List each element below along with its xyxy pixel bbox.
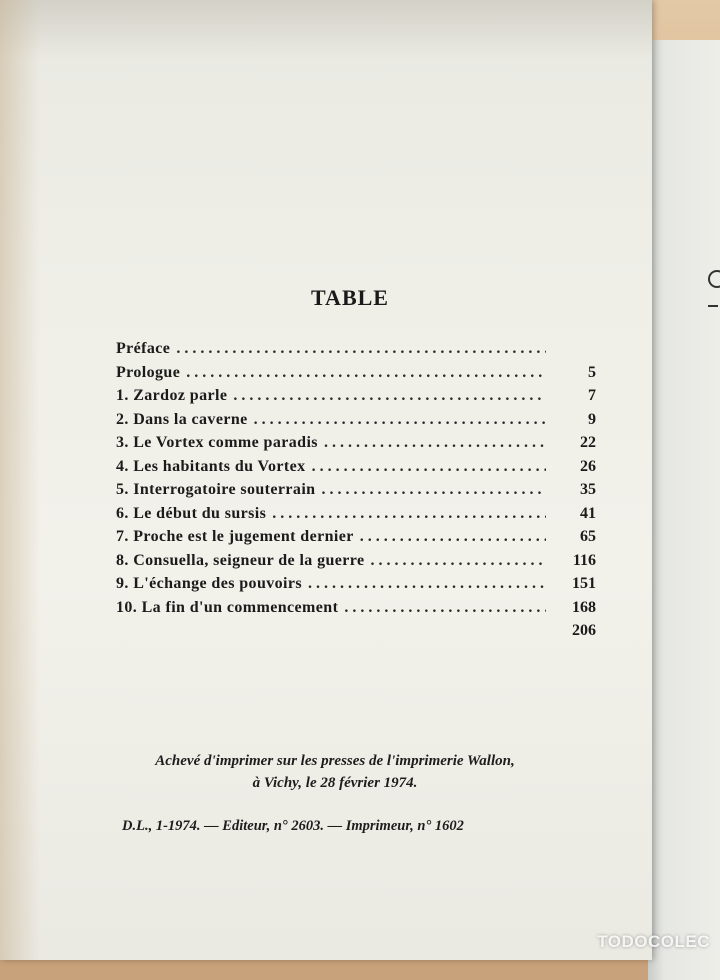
toc-leader-dots — [324, 434, 546, 452]
toc-entry — [116, 528, 596, 552]
toc-entry-page: 7 — [588, 387, 596, 404]
toc-entry-page: 65 — [580, 528, 596, 545]
toc-entry — [116, 458, 596, 482]
colophon-printer-line: Achevé d'imprimer sur les presses de l'imprimerie Wallon, — [155, 753, 515, 769]
toc-entry-page: 116 — [572, 551, 596, 569]
toc-entry — [116, 622, 596, 646]
toc-leader-dots — [254, 411, 546, 429]
toc-entry — [116, 434, 596, 458]
toc-entry-page: 22 — [580, 434, 596, 451]
toc-entry-label: 8. Consuella, seigneur de la guerre — [116, 551, 365, 569]
toc-leader-dots — [321, 481, 546, 499]
facing-page-glyph — [708, 270, 720, 288]
toc-entry-label: 9. L'échange des pouvoirs — [116, 575, 303, 592]
toc-entry — [116, 364, 596, 388]
toc-leader-dots — [308, 575, 546, 593]
toc-entry-page: 26 — [580, 457, 596, 475]
toc-entry-label: Prologue — [116, 363, 181, 381]
toc-entry — [116, 552, 596, 576]
toc-entry-label: 4. Les habitants du Vortex — [116, 457, 306, 475]
colophon-date-line: à Vichy, le 28 février 1974. — [252, 775, 418, 791]
toc-leader-dots — [360, 528, 546, 546]
toc-leader-dots — [233, 387, 546, 405]
toc-entry-page: 206 — [572, 622, 596, 639]
toc-entry-label: 7. Proche est le jugement dernier — [116, 528, 354, 545]
toc-leader-dots — [344, 599, 546, 617]
toc-leader-dots — [176, 340, 546, 358]
legal-deposit-line: D.L., 1-1974. — Editeur, n° 2603. — Imprimeur, n° 1602 — [122, 818, 464, 834]
toc-entry — [116, 387, 596, 411]
toc-entry-label: 5. Interrogatoire souterrain — [116, 481, 316, 498]
toc-entry-label: 1. Zardoz parle — [116, 387, 228, 404]
toc-entry — [116, 481, 596, 505]
toc-entry-page: 168 — [572, 598, 596, 616]
toc-entry-label: 3. Le Vortex comme paradis — [116, 434, 318, 451]
toc-entry-label: Préface — [116, 340, 171, 357]
colophon — [100, 750, 570, 794]
toc-entry-label: 6. Le début du sursis — [116, 504, 267, 522]
facing-page-edge — [648, 40, 720, 980]
toc-entry-page: 151 — [572, 575, 596, 592]
toc-leader-dots — [312, 458, 546, 476]
toc-entry — [116, 599, 596, 623]
toc-entry — [116, 411, 596, 435]
toc-leader-dots — [371, 552, 546, 570]
watermark-logo: TODOCOLEC — [597, 932, 710, 951]
toc-leader-dots — [272, 505, 546, 523]
toc-entry-page: 41 — [580, 504, 596, 522]
toc-leader-dots — [186, 364, 546, 382]
page-title: TABLE — [311, 285, 389, 310]
toc-entry-page: 35 — [580, 481, 596, 498]
toc-entry-label: 10. La fin d'un commencement — [116, 598, 339, 616]
facing-page-glyph-dash — [708, 305, 718, 307]
toc-entry-page: 5 — [588, 363, 596, 381]
toc-entry — [116, 575, 596, 599]
toc-entry — [116, 340, 596, 364]
table-of-contents — [116, 340, 596, 646]
toc-entry — [116, 505, 596, 529]
toc-entry-page: 9 — [588, 410, 596, 428]
toc-entry-label: 2. Dans la caverne — [116, 410, 248, 428]
